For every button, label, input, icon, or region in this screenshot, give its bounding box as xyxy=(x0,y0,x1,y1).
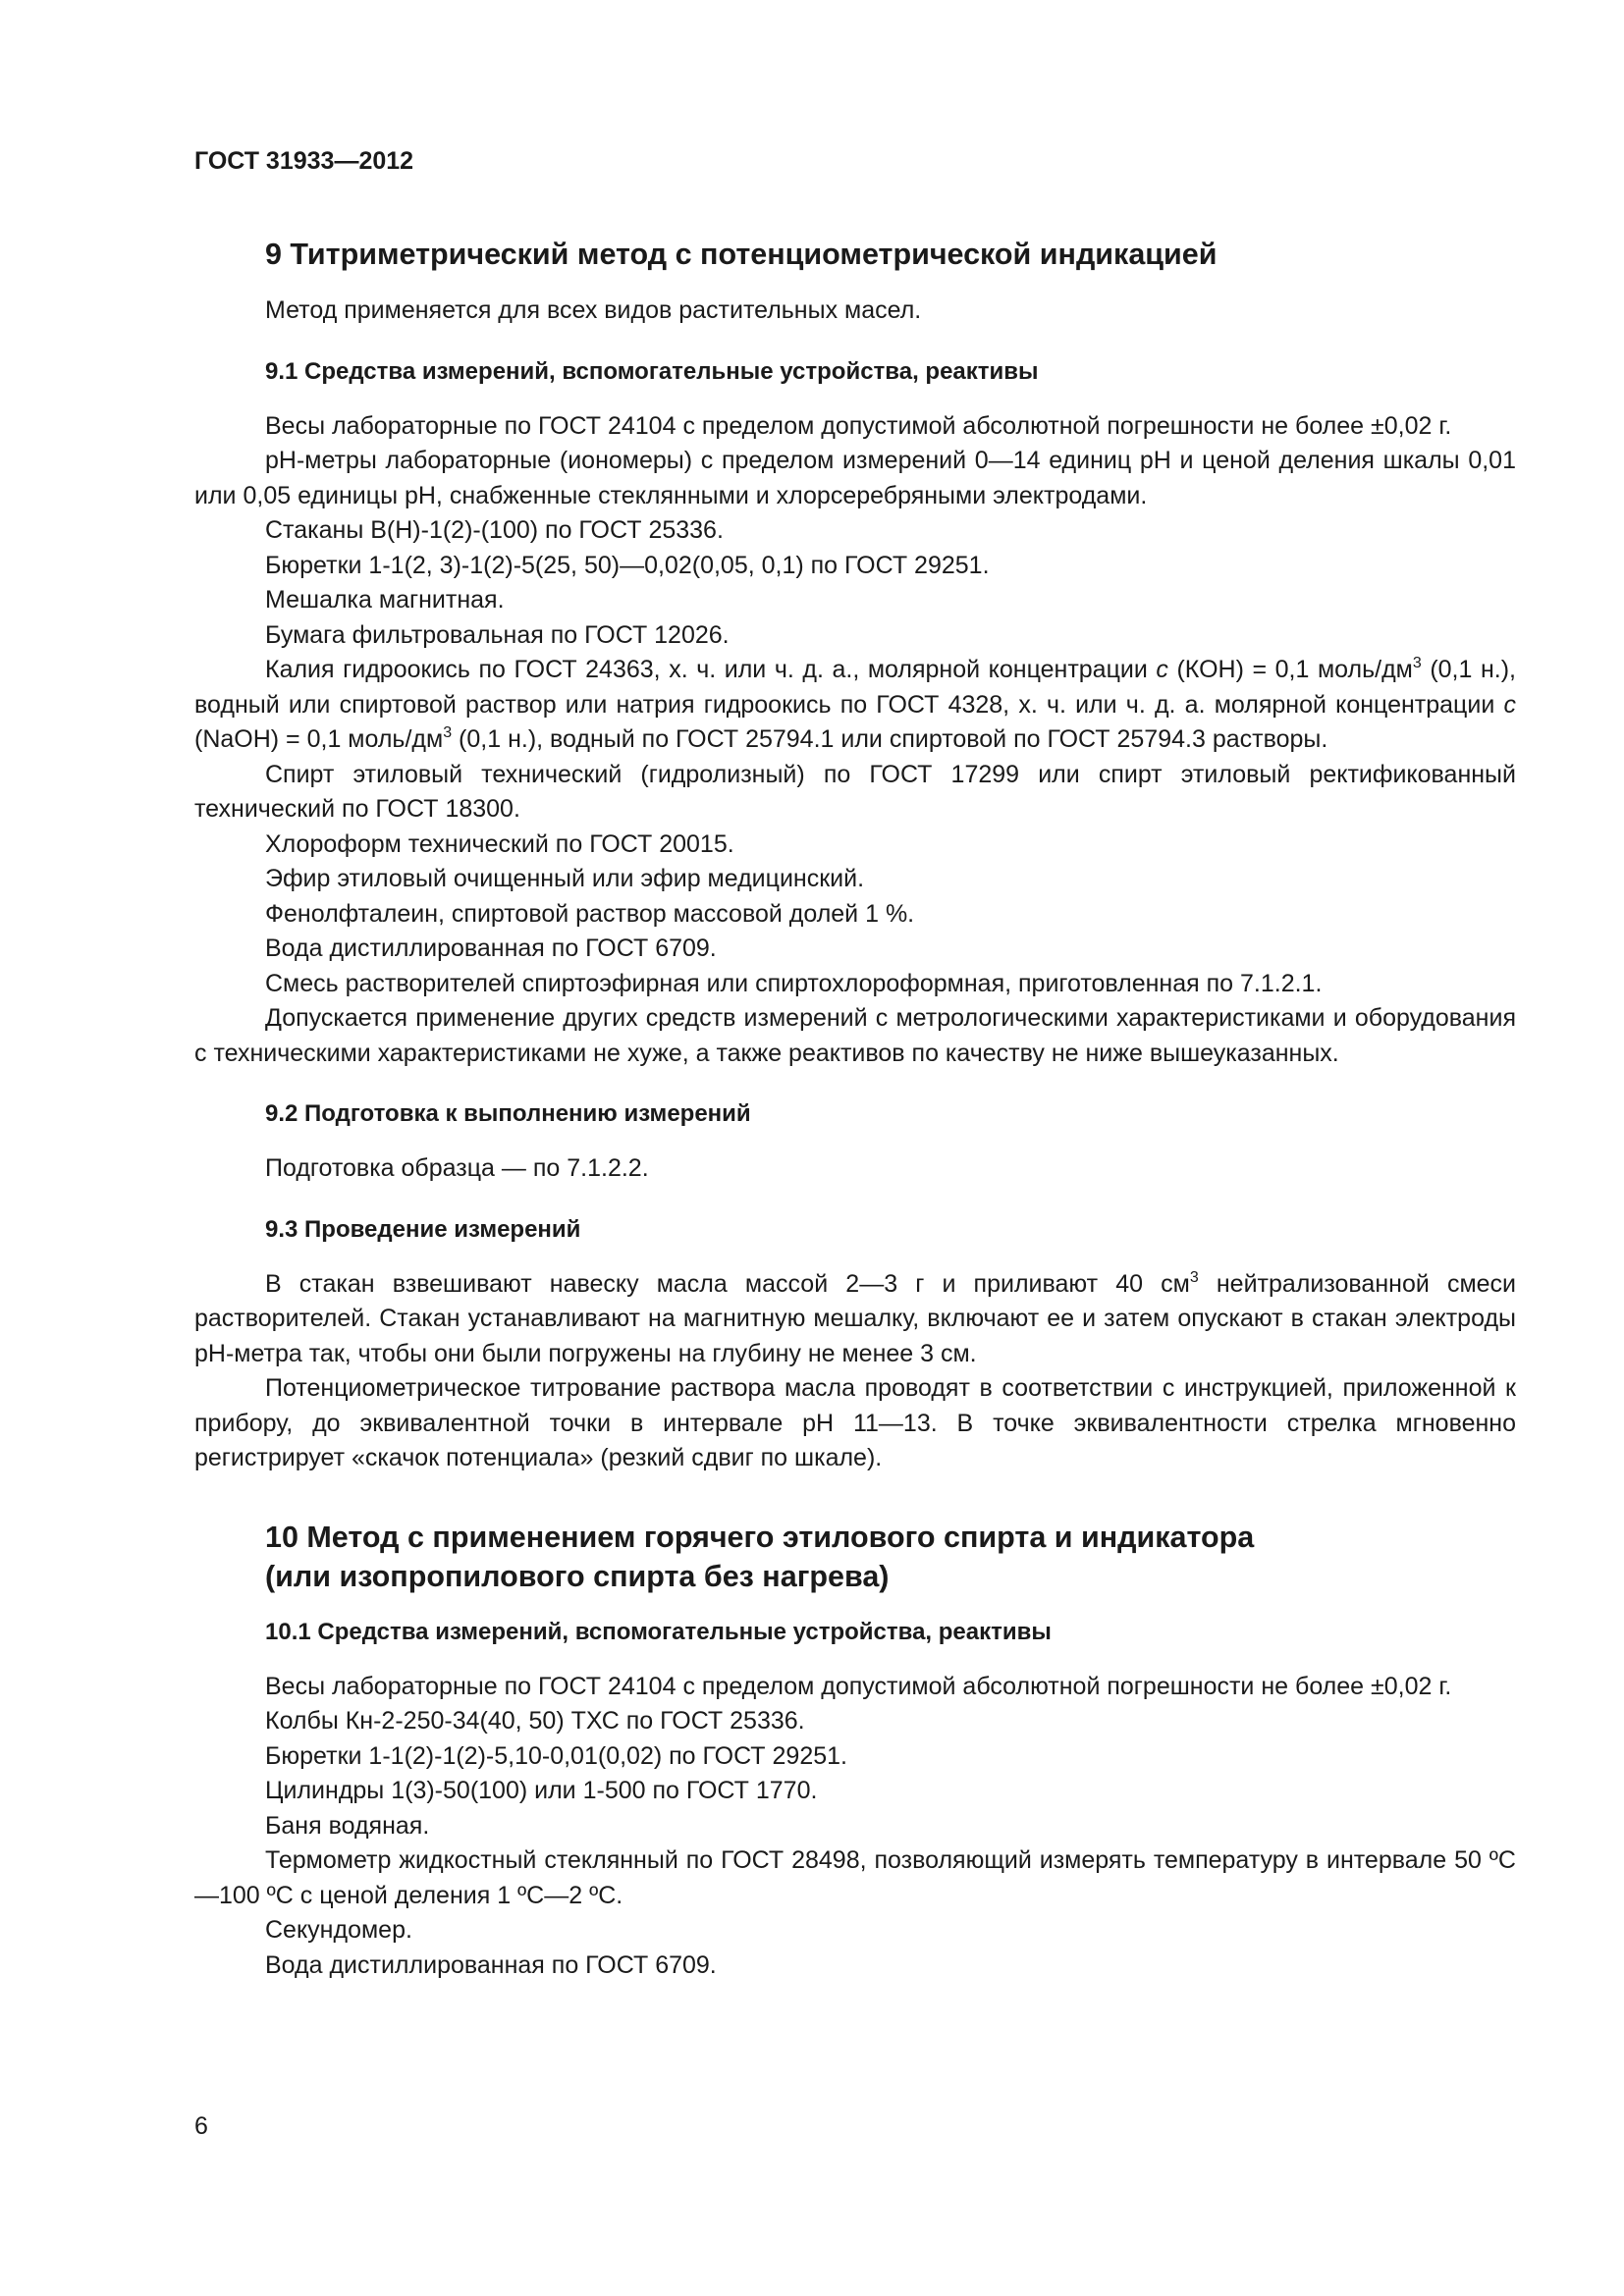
section-9-2-title: 9.2 Подготовка к выполнению измерений xyxy=(265,1100,751,1127)
paragraph: Смесь растворителей спиртоэфирная или спиртохлороформная, приготовленная по 7.1.2.1. xyxy=(265,969,1323,997)
paragraph: Бумага фильтровальная по ГОСТ 12026. xyxy=(265,620,730,649)
paragraph: Весы лабораторные по ГОСТ 24104 с пределом допустимой абсолютной погрешности не более ±0,02 г. xyxy=(265,1672,1452,1700)
paragraph: Колбы Кн-2-250-34(40, 50) ТХС по ГОСТ 25336. xyxy=(265,1707,805,1735)
paragraph: Мешалка магнитная. xyxy=(265,586,505,614)
paragraph: pH-метры лабораторные (иономеры) с пределом измерений 0—14 единиц pH и ценой деления шкалы 0,01 или 0,05 единицы pH, снабженные стеклянными и хлорсеребряными электродами. xyxy=(194,447,1516,509)
paragraph: Стаканы В(Н)-1(2)-(100) по ГОСТ 25336. xyxy=(265,516,724,544)
paragraph: Допускается применение других средств измерений с метрологическими характеристиками и оборудования с техническими характеристиками не хуже, а также реактивов по качеству не ниже вышеуказанных. xyxy=(194,1004,1516,1067)
section-9-3-title: 9.3 Проведение измерений xyxy=(265,1215,581,1243)
paragraph: Вода дистиллированная по ГОСТ 6709. xyxy=(265,1950,717,1979)
document-page xyxy=(194,147,1516,1983)
paragraph: Цилиндры 1(3)-50(100) или 1-500 по ГОСТ 1770. xyxy=(265,1777,818,1804)
paragraph: Баня водяная. xyxy=(265,1811,430,1840)
section-9-intro: Метод применяется для всех видов растительных масел. xyxy=(265,296,922,324)
document-header: ГОСТ 31933—2012 xyxy=(194,147,414,175)
paragraph-koh: Калия гидроокись по ГОСТ 24363, х. ч. или ч. д. а., молярной концентрации c (КОН) = 0,1 моль/$дм^3$ (0,1 н.), водный или спиртовой раствор или натрия гидроокись по ГОСТ 4328, х. ч. или ч. д. а. молярной концентрации c (NaOH) = 0,1 моль/$дм^3$ (0,1 н.), водный по ГОСТ 25794.1 или спиртовой по ГОСТ 25794.3 растворы. xyxy=(194,655,1516,753)
paragraph: Весы лабораторные по ГОСТ 24104 с пределом допустимой абсолютной погрешности не более ±0,02 г. xyxy=(265,411,1452,440)
paragraph-measure: В стакан взвешивают навеску масла массой 2—3 г и приливают 40 $см^3$ нейтрализованной смеси растворителей. Стакан устанавливают на магнитную мешалку, включают ее и затем опускают в стакан электроды pH-метра так, чтобы они были погружены на глубину не менее 3 см. xyxy=(194,1268,1516,1367)
section-10-title: 10 Метод с применением горячего этилового спирта и индикатора (или изопропилового спирта без нагрева) xyxy=(265,1520,1255,1593)
paragraph: Бюретки 1-1(2, 3)-1(2)-5(25, 50)—0,02(0,05, 0,1) по ГОСТ 29251. xyxy=(265,551,990,579)
section-9-title: 9 Титриметрический метод с потенциометрической индикацией xyxy=(265,238,1218,271)
paragraph: Вода дистиллированная по ГОСТ 6709. xyxy=(265,934,717,962)
paragraph: Эфир этиловый очищенный или эфир медицинский. xyxy=(265,865,865,892)
section-9-1-title: 9.1 Средства измерений, вспомогательные устройства, реактивы xyxy=(265,357,1039,385)
paragraph: Хлороформ технический по ГОСТ 20015. xyxy=(265,829,734,858)
paragraph: Потенциометрическое титрование раствора масла проводят в соответствии с инструкцией, приложенной к прибору, до эквивалентной точки в интервале pH 11—13. В точке эквивалентности стрелка мгновенно регистрирует «скачок потенциала» (резкий сдвиг по шкале). xyxy=(194,1374,1516,1471)
paragraph: Спирт этиловый технический (гидролизный) по ГОСТ 17299 или спирт этиловый ректификованный технический по ГОСТ 18300. xyxy=(194,760,1516,823)
paragraph: Бюретки 1-1(2)-1(2)-5,10-0,01(0,02) по ГОСТ 29251. xyxy=(265,1741,847,1770)
paragraph: Секундомер. xyxy=(265,1916,412,1944)
paragraph: Фенолфталеин, спиртовой раствор массовой долей 1 %. xyxy=(265,899,915,928)
paragraph: Термометр жидкостный стеклянный по ГОСТ 28498, позволяющий измерять температуру в интервале 50 ºС—100 ºС с ценой деления 1 ºС—2 ºС. xyxy=(194,1846,1516,1909)
paragraph: Подготовка образца — по 7.1.2.2. xyxy=(265,1154,649,1182)
page-number: 6 xyxy=(194,2112,208,2140)
section-10-1-title: 10.1 Средства измерений, вспомогательные устройства, реактивы xyxy=(265,1618,1052,1645)
